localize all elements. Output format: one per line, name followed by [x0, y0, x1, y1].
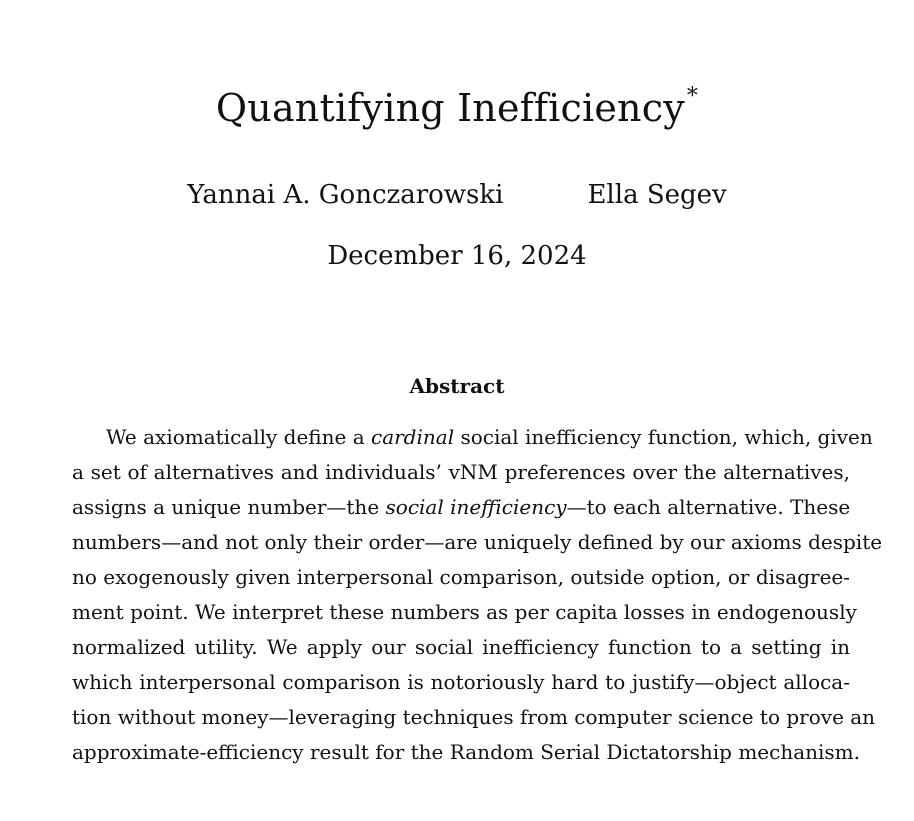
- title-footnote-marker: *: [686, 84, 699, 110]
- paper-title: [0, 86, 914, 130]
- author-name: Ella Segev: [587, 180, 727, 210]
- abstract-heading: Abstract: [409, 374, 505, 398]
- abstract-line: tion without money—leveraging techniques from computer science to prove an: [72, 705, 876, 729]
- author-name: Yannai A. Gonczarowski: [187, 180, 504, 210]
- abstract-line: which interpersonal comparison is notoriously hard to justify—object alloca-: [72, 670, 850, 694]
- abstract-emphasis: cardinal: [371, 425, 455, 449]
- abstract-line: We axiomatically define a cardinal social inefficiency function, which, given: [106, 425, 873, 449]
- abstract-line: assigns a unique number—the social inefficiency—to each alternative. These: [72, 495, 851, 519]
- abstract-line: ment point. We interpret these numbers as per capita losses in endogenously: [72, 600, 857, 624]
- abstract-line: no exogenously given interpersonal comparison, outside option, or disagree-: [72, 565, 850, 589]
- abstract-emphasis: social inefficiency: [385, 495, 567, 519]
- abstract-line: numbers—and not only their order—are uniquely defined by our axioms despite: [72, 530, 883, 554]
- abstract-line: a set of alternatives and individuals’ vNM preferences over the alternatives,: [72, 460, 850, 484]
- paper-date: December 16, 2024: [327, 241, 587, 271]
- abstract-body: [72, 420, 883, 770]
- abstract-line: normalized utility. We apply our social inefficiency function to a setting in: [72, 635, 850, 659]
- author-list: [0, 180, 914, 210]
- paper-title-text: Quantifying Inefficiency: [215, 86, 685, 130]
- abstract-line: approximate-efficiency result for the Random Serial Dictatorship mechanism.: [72, 740, 861, 764]
